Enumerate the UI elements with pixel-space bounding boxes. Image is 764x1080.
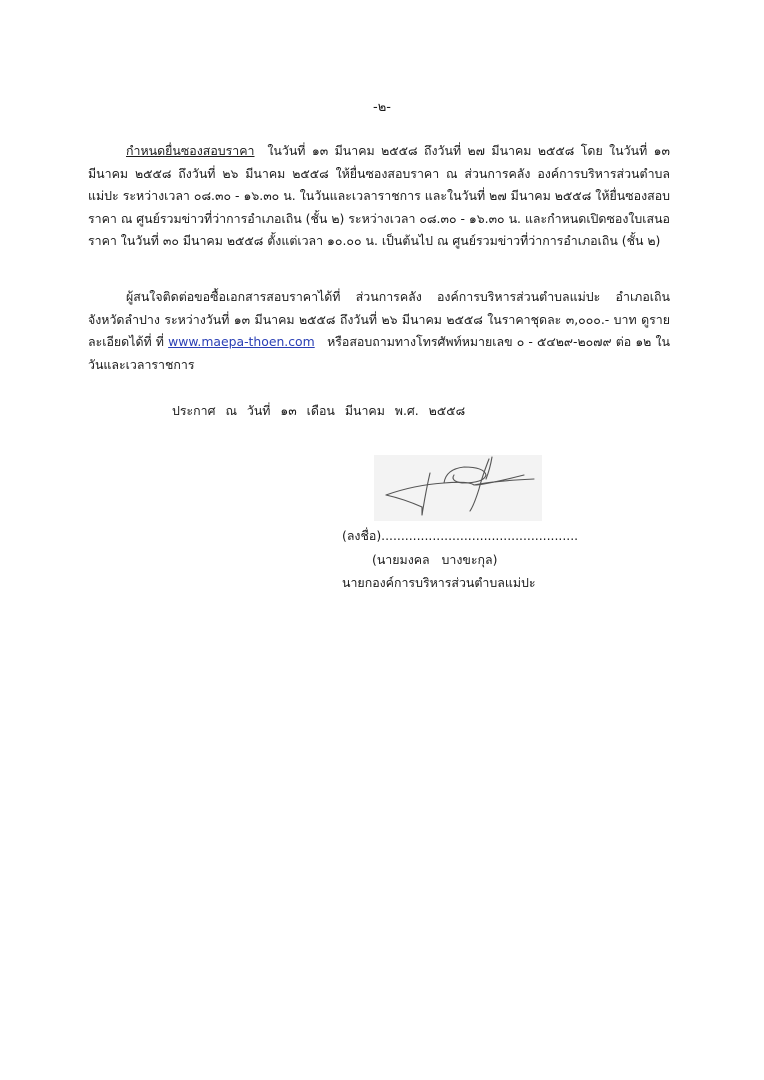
- website-link[interactable]: www.maepa-thoen.com: [168, 334, 315, 349]
- paragraph-text-before-link: ผู้สนใจติดต่อขอซื้อเอกสารสอบราคาได้ที่ ส่วนการคลัง องค์การบริหารส่วนตำบลแม่ปะ อำเภอเถิน จังหวัดลำปาง ระหว่างวันที่ ๑๓ มีนาคม ๒๕๕๘ ถึงวันที่ ๒๖ มีนาคม ๒๕๕๘ ในราคาชุดละ ๓,๐๐๐.- บาท ดูรายละเอียดได้ที่ ที่: [88, 289, 670, 349]
- announcement-date: ประกาศ ณ วันที่ ๑๓ เดือน มีนาคม พ.ศ. ๒๕๕๘: [172, 403, 466, 418]
- paragraph-text-after-link: หรือสอบถามทางโทรศัพท์หมายเลข ๐ - ๕๔๒๙-๒๐๗๙ ต่อ ๑๒ ในวันและเวลาราชการ: [88, 334, 670, 372]
- signature-image: [374, 455, 542, 521]
- paragraph-bid-submission: [88, 140, 670, 253]
- signer-title: นายกองค์การบริหารส่วนตำบลแม่ปะ: [342, 575, 536, 590]
- paragraph-heading: กำหนดยื่นซองสอบราคา: [126, 143, 255, 158]
- signature-icon: [374, 455, 542, 521]
- paragraph-text: ในวันที่ ๑๓ มีนาคม ๒๕๕๘ ถึงวันที่ ๒๗ มีนาคม ๒๕๕๘ โดย ในวันที่ ๑๓ มีนาคม ๒๕๕๘ ถึงวันที่ ๒๖ มีนาคม ๒๕๕๘ ให้ยื่นซองสอบราคา ณ ส่วนการคลัง องค์การบริหารส่วนตำบลแม่ปะ ระหว่างเวลา ๐๘.๓๐ - ๑๖.๓๐ น. ในวันและเวลาราชการ และในวันที่ ๒๗ มีนาคม ๒๕๕๘ ให้ยื่นซองสอบราคา ณ ศูนย์รวมข่าวที่ว่าการอำเภอเถิน (ชั้น ๒) ระหว่างเวลา ๐๘.๓๐ - ๑๖.๓๐ น. และกำหนดเปิดซองใบเสนอราคา ในวันที่ ๓๐ มีนาคม ๒๕๕๘ ตั้งแต่เวลา ๑๐.๐๐ น. เป็นต้นไป ณ ศูนย์รวมข่าวที่ว่าการอำเภอเถิน (ชั้น ๒): [88, 143, 670, 248]
- sign-line: (ลงชื่อ)..................................................: [342, 528, 579, 543]
- page-number: -๒-: [373, 100, 391, 115]
- paragraph-document-purchase: [88, 286, 670, 376]
- signer-name: (นายมงคล บางขะกุล): [372, 552, 498, 567]
